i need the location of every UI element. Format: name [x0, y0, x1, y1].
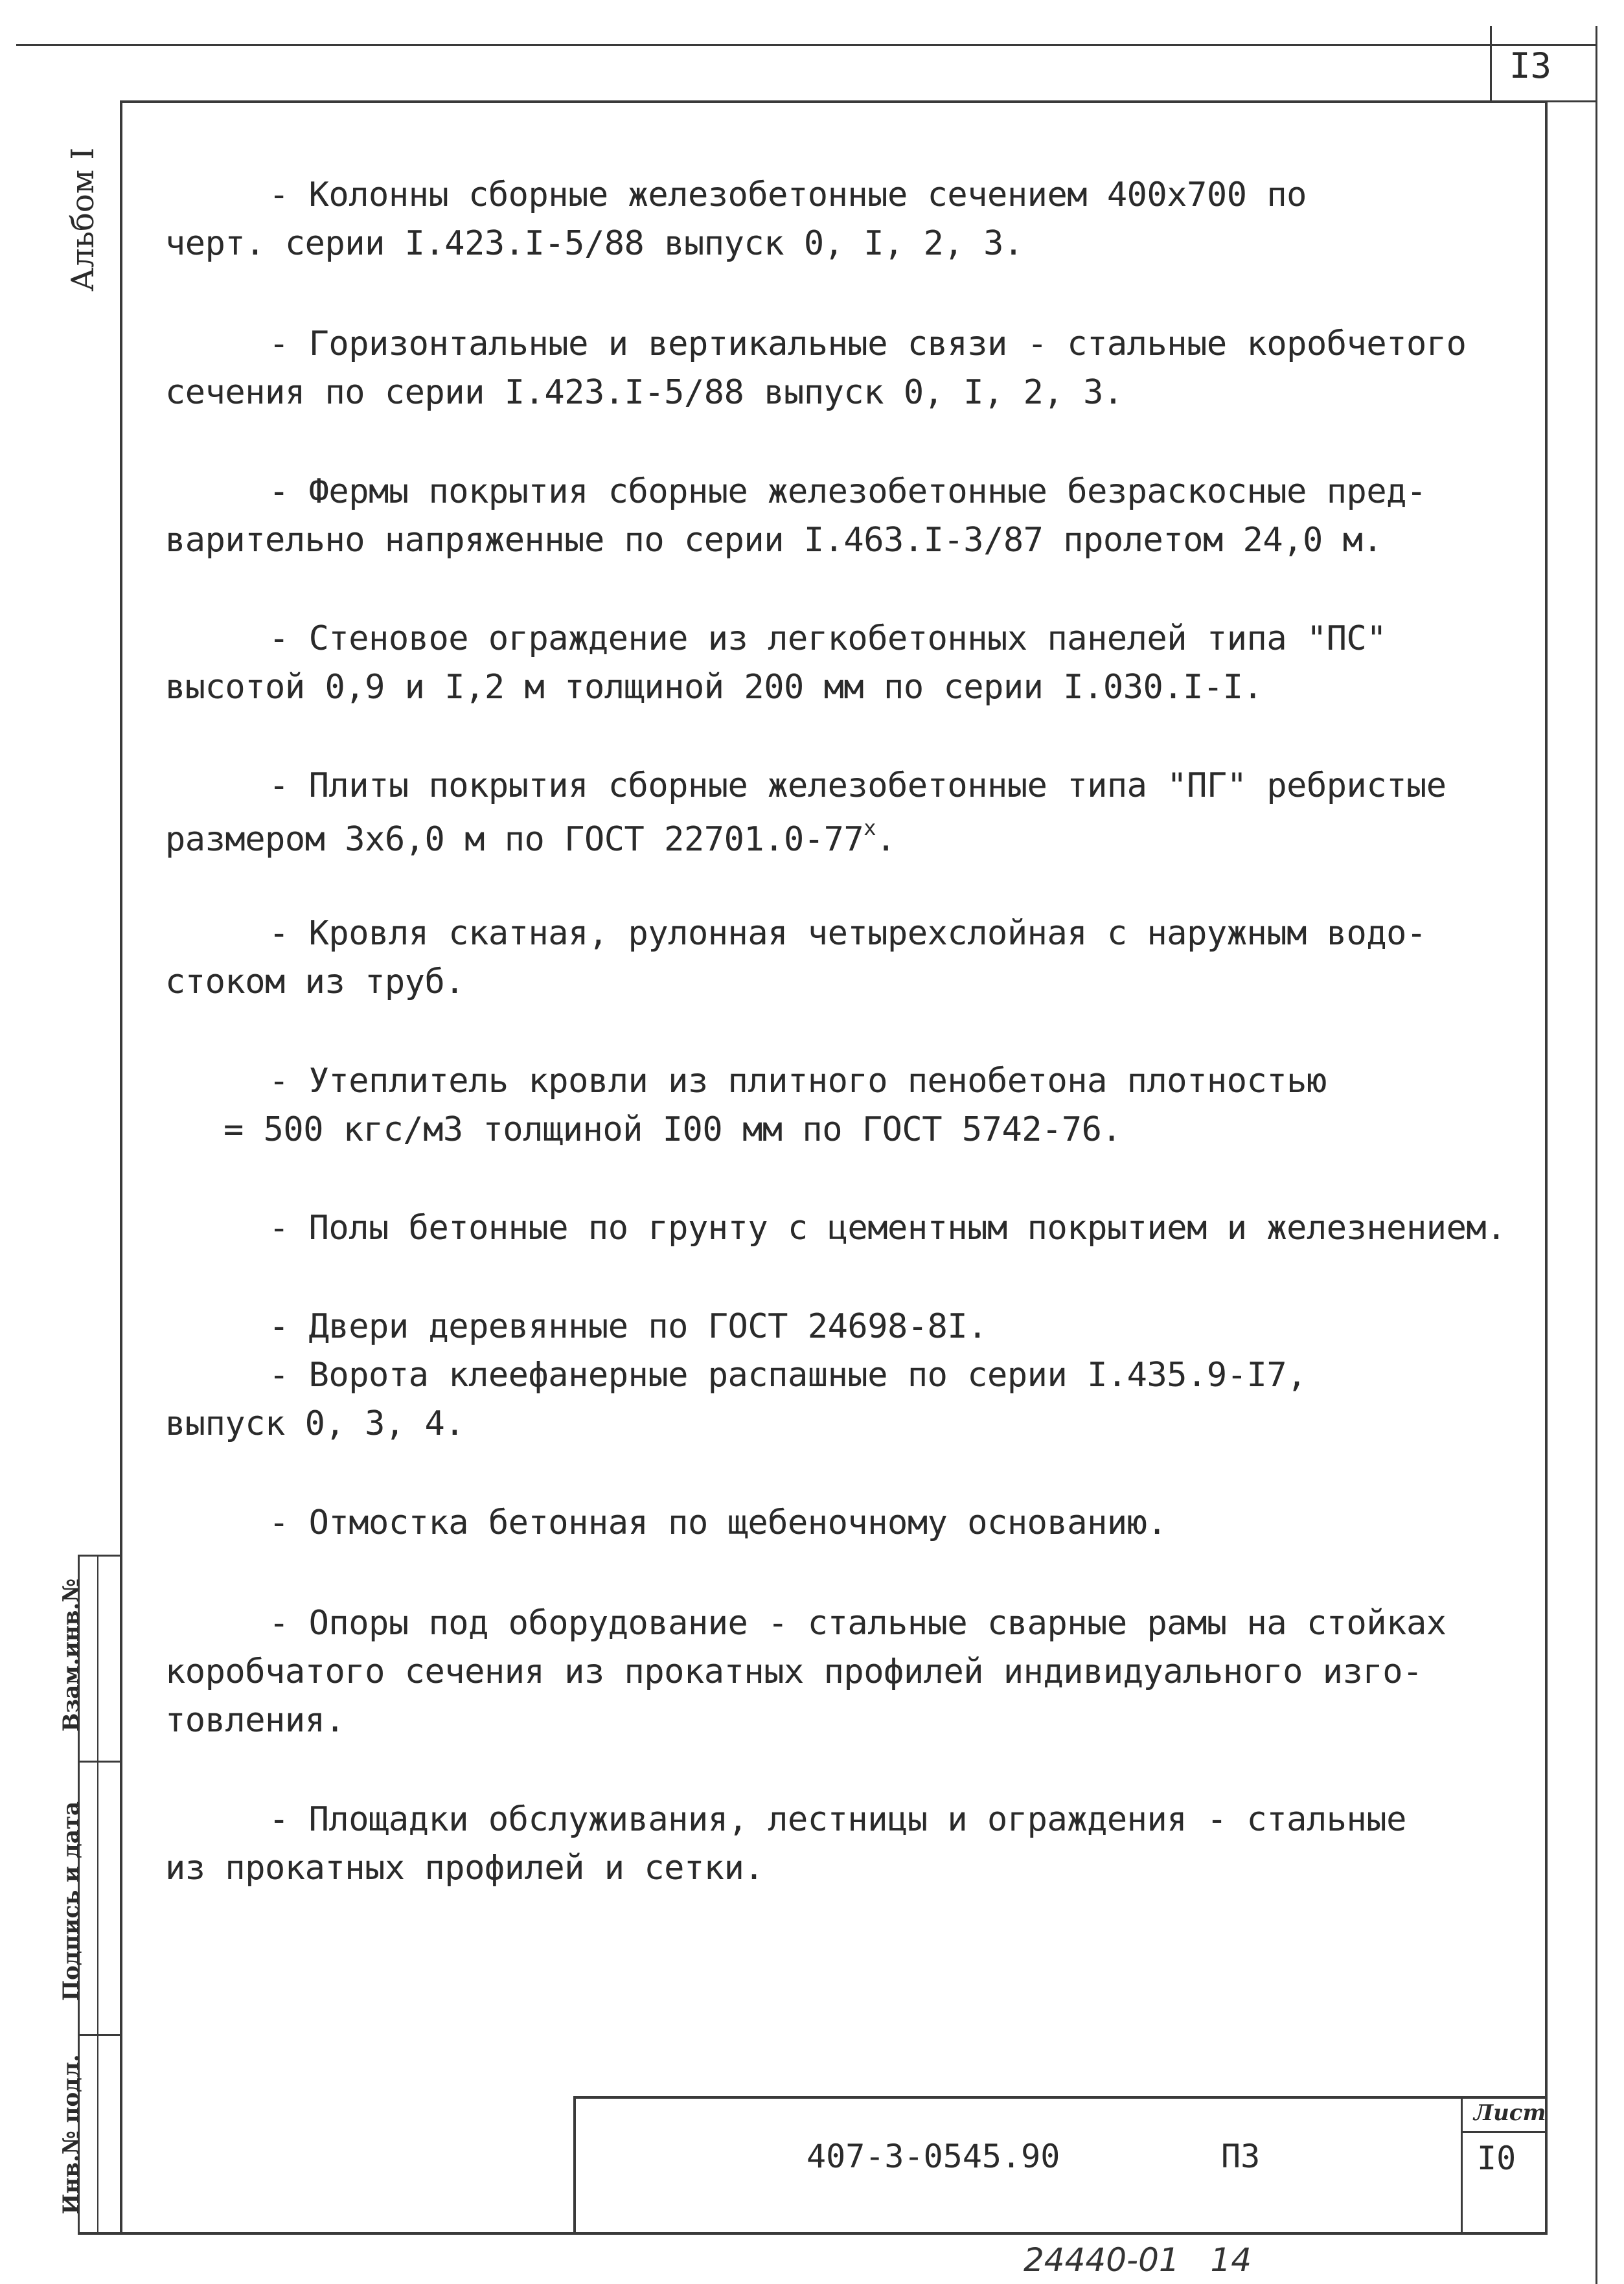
p5-line1: - Плиты покрытия сборные железобетонные типа "ПГ" ребристые — [269, 766, 1447, 805]
p7-line2: = 500 кгс/м3 толщиной I00 мм по ГОСТ 5742-76. — [223, 1110, 1122, 1149]
page-number-box-left — [1490, 26, 1492, 102]
p5-superscript: х — [863, 816, 876, 840]
p1-line1: - Колонны сборные железобетонные сечением 400х700 по — [269, 176, 1307, 214]
p1-line2: черт. серии I.423.I-5/88 выпуск 0, I, 2, 3. — [165, 224, 1024, 263]
p2-line1: - Горизонтальные и вертикальные связи - стальные коробчетого — [269, 325, 1467, 363]
margin-box-inner — [97, 1555, 98, 2235]
handwritten-number: 24440-01 14 — [1024, 2241, 1252, 2279]
sheet-number: I0 — [1477, 2140, 1516, 2177]
sheet-label: Лист — [1474, 2100, 1546, 2126]
stamp-sheet-box-div — [1461, 2131, 1545, 2133]
p5-line2 — [165, 816, 896, 859]
p6-line1: - Кровля скатная, рулонная четырехслойная с наружным водо- — [269, 914, 1426, 953]
frame-left — [120, 100, 122, 2235]
margin-box-div1 — [78, 1761, 122, 1763]
p4-line2: высотой 0,9 и I,2 м толщиной 200 мм по серии I.030.I-I. — [165, 668, 1263, 707]
frame-top — [120, 100, 1545, 103]
outer-right-edge — [1595, 102, 1597, 2284]
p11-line2: коробчатого сечения из прокатных профилей индивидуального изго- — [165, 1652, 1423, 1691]
p12-line2: из прокатных профилей и сетки. — [165, 1849, 764, 1888]
p9-line1: - Двери деревянные по ГОСТ 24698-8I. — [269, 1307, 988, 1346]
p11-line3: товления. — [165, 1701, 345, 1740]
p3-line1: - Фермы покрытия сборные железобетонные безраскосные пред- — [269, 472, 1426, 511]
top-rule — [16, 44, 1595, 46]
p5-line2-text: размером 3х6,0 м по ГОСТ 22701.0-77 — [165, 820, 864, 859]
podpis-label: Подпись и дата — [58, 1801, 84, 2002]
frame-right — [1545, 100, 1548, 2235]
document-type: ПЗ — [1221, 2138, 1261, 2175]
p4-line1: - Стеновое ограждение из легкобетонных панелей типа "ПС" — [269, 619, 1387, 658]
album-label: Альбом I — [65, 147, 101, 291]
p11-line1: - Опоры под оборудование - стальные сварные рамы на стойках — [269, 1604, 1447, 1643]
p3-line2: варительно напряженные по серии I.463.I-3/87 пролетом 24,0 м. — [165, 521, 1383, 560]
stamp-left — [573, 2096, 576, 2233]
p6-line2: стоком из труб. — [165, 963, 465, 1001]
p10-line1: - Отмостка бетонная по щебеночному основанию. — [269, 1503, 1167, 1542]
page-number: I3 — [1509, 45, 1552, 86]
inv-podl-label: Инв.№ подл. — [58, 2054, 84, 2215]
p2-line2: сечения по серии I.423.I-5/88 выпуск 0, I, 2, 3. — [165, 373, 1123, 412]
page-number-box-right — [1595, 26, 1597, 102]
frame-bottom — [78, 2232, 1548, 2235]
p9-line3: выпуск 0, 3, 4. — [165, 1404, 465, 1443]
frame-top-right — [1545, 100, 1597, 102]
p8-line1: - Полы бетонные по грунту с цементным покрытием и железнением. — [269, 1209, 1507, 1248]
p7-line1: - Утеплитель кровли из плитного пенобетона плотностью — [269, 1062, 1327, 1101]
p5-line2-end: . — [876, 820, 896, 859]
stamp-top — [573, 2096, 1545, 2099]
p12-line1: - Площадки обслуживания, лестницы и ограждения - стальные — [269, 1800, 1406, 1839]
p9-line2: - Ворота клеефанерные распашные по серии I.435.9-I7, — [269, 1356, 1307, 1395]
document-code: 407-3-0545.90 — [806, 2138, 1060, 2175]
margin-box-div2 — [78, 2034, 122, 2036]
margin-box-top — [78, 1555, 122, 1557]
stamp-sheet-box-left — [1461, 2096, 1463, 2233]
vzam-inv-label: Взам.инв.№ — [58, 1578, 84, 1732]
